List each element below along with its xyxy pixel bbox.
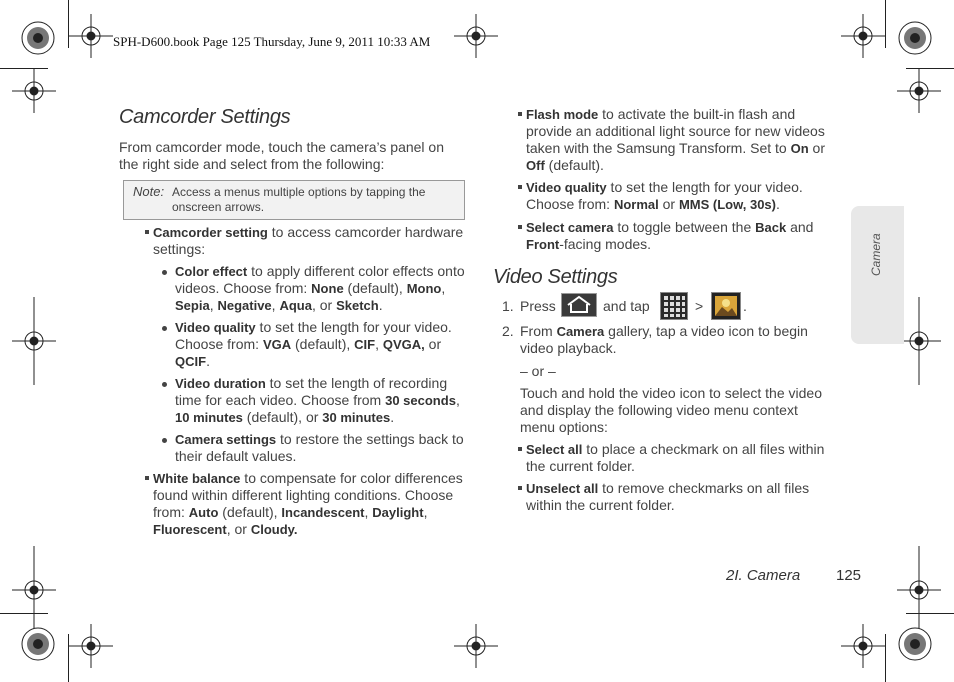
text-run: , or: [311, 297, 337, 313]
bold-term: Camera: [556, 324, 605, 339]
text-run: .: [206, 353, 210, 369]
bullet-dot: [162, 270, 167, 275]
bold-term: Camera settings: [175, 432, 277, 447]
or-separator: – or –: [520, 363, 556, 379]
text-run: ,: [441, 280, 446, 296]
text-run: time for each video. Choose from: [175, 392, 386, 408]
bold-term: 10 minutes: [175, 410, 243, 425]
white-balance-item: [145, 470, 463, 487]
text-run: to set the length for your video.: [606, 179, 803, 195]
camera-settings-line-2: their default values.: [175, 448, 297, 464]
bold-term: Back: [755, 220, 787, 235]
right-video-quality-line-2: [526, 196, 780, 213]
text-run: to set the length of recording: [265, 375, 448, 391]
bold-term: None: [311, 281, 344, 296]
text-run: .: [390, 409, 395, 425]
step-1-and-tap: and tap: [603, 298, 650, 314]
text-run: to access camcorder hardware: [267, 224, 464, 240]
select-camera-line-2: [526, 236, 651, 253]
right-video-quality-item: [518, 179, 803, 196]
text-run: and: [786, 219, 814, 235]
unselect-all-line-2: within the current folder.: [526, 497, 675, 513]
bold-term: Video quality: [175, 320, 256, 335]
white-balance-line-3: [153, 504, 427, 521]
text-run: ,: [423, 504, 428, 520]
text-run: to apply different color effects onto: [247, 263, 465, 279]
text-run: .: [378, 297, 383, 313]
bold-term: Front: [526, 237, 560, 252]
white-balance-line-2: found within different lighting conditions. Choose: [153, 487, 454, 503]
bold-term: Mono: [406, 281, 442, 296]
color-effect-item: [175, 263, 465, 280]
bold-term: Video quality: [526, 180, 607, 195]
text-run: or: [658, 196, 679, 212]
note-text: [172, 185, 457, 215]
video-duration-line-2: [175, 392, 460, 409]
bold-term: Video duration: [175, 376, 266, 391]
text-run: (default), or: [242, 409, 323, 425]
text-run: taken with the Samsung Transform. Set to: [526, 140, 791, 156]
step-1-number: 1.: [502, 298, 514, 314]
bold-term: Sepia: [175, 298, 210, 313]
bullet-square: [145, 230, 149, 234]
bold-term: QCIF: [175, 354, 207, 369]
bold-term: QVGA,: [382, 337, 425, 352]
video-quality-item: [175, 319, 452, 336]
bold-term: Select camera: [526, 220, 614, 235]
flash-mode-line-4: [526, 157, 604, 174]
bold-term: Incandescent: [281, 505, 365, 520]
flash-mode-line-3: [526, 140, 825, 157]
flash-mode-line-2: provide an additional light source for new videos: [526, 123, 825, 139]
bold-term: Cloudy.: [250, 522, 298, 537]
bold-term: Select all: [526, 442, 583, 457]
bold-term: 30 seconds: [385, 393, 456, 408]
bold-term: Flash mode: [526, 107, 599, 122]
text-run: , or: [226, 521, 251, 537]
bold-term: Daylight: [372, 505, 424, 520]
step-2-line-1: [520, 323, 808, 340]
text-run: ,: [455, 392, 460, 408]
touch-line-3: menu options:: [520, 419, 608, 435]
footer-section: 2I. Camera: [726, 567, 801, 584]
unselect-all-item: [518, 480, 809, 497]
video-duration-line-3: [175, 409, 394, 426]
bold-term: Normal: [613, 197, 659, 212]
page-number: 125: [836, 567, 862, 584]
apps-grid-icon: [660, 292, 688, 320]
bold-term: Fluorescent: [153, 522, 227, 537]
text-run: to activate the built-in flash and: [598, 106, 796, 122]
text-run: videos. Choose from:: [175, 280, 312, 296]
bullet-square: [518, 225, 522, 229]
side-tab-label: Camera: [869, 233, 883, 276]
text-run: to place a checkmark on all files within: [582, 441, 825, 457]
video-quality-line-2: [175, 336, 441, 353]
text-run: or: [424, 336, 442, 352]
text-run: or: [808, 140, 825, 156]
text-run: to remove checkmarks on all files: [598, 480, 810, 496]
bold-term: Auto: [188, 505, 219, 520]
white-balance-line-4: [153, 521, 298, 538]
camcorder-setting-line-2: settings:: [153, 241, 206, 257]
step-1-period: .: [743, 298, 747, 314]
note-label: Note:: [133, 184, 165, 199]
bullet-square: [145, 476, 149, 480]
text-run: Choose from:: [175, 336, 263, 352]
touch-line-1: Touch and hold the video icon to select the video: [520, 385, 822, 401]
color-effect-line-2: [175, 280, 445, 297]
bullet-square: [518, 447, 522, 451]
text-run: -facing modes.: [559, 236, 652, 252]
bullet-square: [518, 486, 522, 490]
bold-term: Unselect all: [526, 481, 599, 496]
text-run: Choose from:: [526, 196, 614, 212]
intro-line-2: the right side and select from the following:: [119, 156, 385, 172]
text-run: from:: [153, 504, 189, 520]
step-2-number: 2.: [502, 323, 514, 339]
bullet-square: [518, 112, 522, 116]
text-run: to toggle between the: [613, 219, 756, 235]
bold-term: Aqua: [279, 298, 312, 313]
select-camera-item: [518, 219, 813, 236]
text-run: ,: [364, 504, 373, 520]
text-run: ,: [209, 297, 218, 313]
text-run: .: [776, 196, 780, 212]
text-run: to compensate for color differences: [240, 470, 463, 486]
video-settings-heading: Video Settings: [493, 266, 618, 288]
side-tab: [851, 206, 904, 344]
select-all-line-2: the current folder.: [526, 458, 635, 474]
color-effect-line-3: [175, 297, 383, 314]
text-run: to restore the settings back to: [276, 431, 464, 447]
bold-term: Color effect: [175, 264, 248, 279]
video-duration-item: [175, 375, 447, 392]
camera-settings-item: [175, 431, 464, 448]
bullet-dot: [162, 326, 167, 331]
bold-term: Off: [526, 158, 545, 173]
bold-term: Negative: [217, 298, 272, 313]
text-run: (default),: [218, 504, 282, 520]
note-line-2: onscreen arrows.: [172, 200, 265, 214]
bold-term: On: [790, 141, 809, 156]
text-run: (default),: [291, 336, 355, 352]
camcorder-setting-item: [145, 224, 463, 241]
text-run: From: [520, 323, 557, 339]
flash-mode-item: [518, 106, 795, 123]
home-icon: [561, 293, 597, 317]
bold-term: 30 minutes: [322, 410, 391, 425]
touch-line-2: and display the following video menu context: [520, 402, 798, 418]
video-quality-line-3: [175, 353, 210, 370]
select-all-item: [518, 441, 824, 458]
step-1-press: Press: [520, 298, 556, 314]
bold-term: Camcorder setting: [153, 225, 268, 240]
step-1-arrow: >: [695, 298, 704, 314]
camcorder-settings-heading: Camcorder Settings: [119, 106, 291, 128]
bullet-dot: [162, 438, 167, 443]
text-run: ,: [271, 297, 280, 313]
gallery-icon: [711, 292, 741, 320]
book-header: SPH-D600.book Page 125 Thursday, June 9, 2011 10:33 AM: [113, 34, 431, 49]
step-2-line-2: video playback.: [520, 340, 617, 356]
bold-term: VGA: [262, 337, 292, 352]
bullet-dot: [162, 382, 167, 387]
text-run: (default).: [544, 157, 604, 173]
text-run: gallery, tap a video icon to begin: [604, 323, 808, 339]
note-box: [123, 180, 465, 220]
bold-term: White balance: [153, 471, 241, 486]
text-run: to set the length for your video.: [255, 319, 452, 335]
note-line-1: Access a menus multiple options by tapping the: [172, 185, 426, 199]
intro-line-1: From camcorder mode, touch the camera’s panel on: [119, 139, 445, 155]
text-run: (default),: [343, 280, 407, 296]
bold-term: MMS (Low, 30s): [678, 197, 776, 212]
bold-term: CIF: [354, 337, 376, 352]
bold-term: Sketch: [336, 298, 379, 313]
text-run: ,: [375, 336, 383, 352]
bullet-square: [518, 185, 522, 189]
